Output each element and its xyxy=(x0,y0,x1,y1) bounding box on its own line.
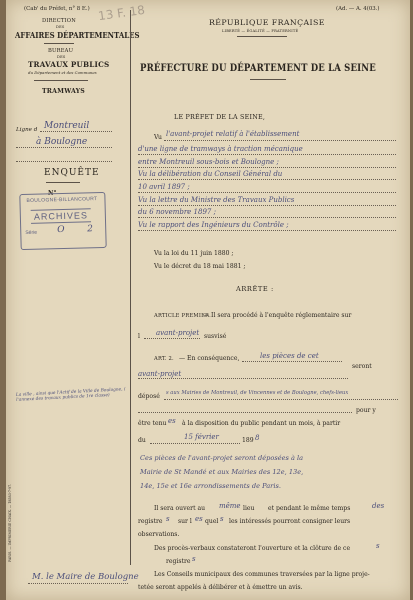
conseils-line-1: Les Conseils municipaux des communes traversées par la ligne proje- xyxy=(154,571,370,578)
stamp-line-2: ARCHIVES xyxy=(31,208,91,224)
depose-dotted-2 xyxy=(138,412,352,413)
ouvert-handwritten: même xyxy=(219,502,241,510)
registre-es: es xyxy=(195,515,203,523)
form-reference: (Ad. — A. 4(03.) xyxy=(336,6,380,12)
registre-label: registre xyxy=(138,518,163,525)
ouvert-suite: et pendant le même temps xyxy=(268,505,351,512)
article-1-dotted xyxy=(144,338,200,339)
observations: observations. xyxy=(138,531,180,538)
pv-registre: registre xyxy=(166,558,191,565)
vu-dotted-6 xyxy=(138,205,396,206)
article-2-dotted-2 xyxy=(138,378,348,379)
ouvert-handwritten-2: des xyxy=(372,502,385,510)
depose-dotted xyxy=(164,399,398,400)
ligne-handwritten-1: Montreuil xyxy=(44,121,90,131)
department-title: AFFAIRES DÉPARTEMENTALES xyxy=(15,30,140,40)
tramways-label: TRAMWAYS xyxy=(42,88,85,95)
article-2-handwritten-2: avant-projet xyxy=(138,370,182,378)
added-handwritten-line: 14e, 15e et 16e arrondissements de Paris. xyxy=(140,482,281,490)
etre-tenu-suite: à la disposition du public pendant un mois, à partir xyxy=(182,420,341,427)
vu-label: Vu xyxy=(154,134,162,141)
ligne-dotted-3 xyxy=(16,161,112,162)
ligne-handwritten-2: à Boulogne xyxy=(36,137,88,147)
loi-line: Vu la loi du 11 juin 1880 ; xyxy=(154,250,234,257)
conseils-line-2: tetée seront appelés à délibérer et à émettre un avis. xyxy=(138,584,303,591)
vu-dotted-5 xyxy=(138,192,396,193)
margin-handwritten-note: La ville , ainsi que l'Actif de la Ville de Boulogne, ( l'annexe des travaux publics de 1re classe) xyxy=(15,387,126,403)
article-1-l: l xyxy=(138,333,140,340)
article-1-text: — Il sera procédé à l'enquête réglementaire sur xyxy=(203,312,352,319)
document-page xyxy=(6,0,410,600)
prefecture-underline xyxy=(250,79,286,80)
prefet-heading: LE PRÉFET DE LA SEINE, xyxy=(174,113,266,121)
article-1-handwritten: avant-projet xyxy=(156,329,200,337)
article-2-handwritten-1: les pièces de cet xyxy=(260,352,319,360)
direction-sub: DES xyxy=(56,25,65,29)
direction-label: DIRECTION xyxy=(42,18,76,24)
vu-hw-line: Vu le rapport des Ingénieurs du Contrôle ; xyxy=(138,221,289,229)
etre-tenu-handwritten: es xyxy=(168,417,176,425)
vu-dotted-7 xyxy=(138,217,396,218)
archives-stamp xyxy=(19,192,106,250)
stamp-line-1: BOULOGNE-BILLANCOURT xyxy=(26,196,98,204)
enquete-underline xyxy=(46,182,80,183)
proces-verbaux: Des procès-verbaux constateront l'ouverture et la clôture de ce xyxy=(154,545,351,552)
pour-y: pour y xyxy=(356,407,376,414)
ligne-label: Ligne d xyxy=(16,127,38,133)
ouvert-lieu: lieu xyxy=(243,505,255,512)
ouvert-text: Il sera ouvert au xyxy=(154,505,206,512)
date-dotted xyxy=(150,443,240,444)
pv-s: s xyxy=(376,542,380,550)
column-separator xyxy=(130,10,131,565)
date-year: 189 xyxy=(242,437,254,444)
prefecture-title: PRÉFECTURE DU DÉPARTEMENT DE LA SEINE xyxy=(140,62,376,74)
vu-hw-line: l'avant-projet relatif à l'établissement xyxy=(166,130,300,138)
cab-reference: (Cab' du Préfet, n° 8 E.) xyxy=(24,6,90,12)
added-handwritten-line: Mairie de St Mandé et aux Mairies des 12e, 13e, xyxy=(140,468,304,476)
vu-dotted-3 xyxy=(138,167,396,168)
registre-sur: sur l xyxy=(178,518,192,525)
article-1-label: ARTICLE PREMIER. xyxy=(154,313,212,319)
stamp-serie-label: Série xyxy=(25,229,38,236)
ligne-dotted-2 xyxy=(16,147,112,148)
added-handwritten-line: Ces pièces de l'avant-projet seront déposées à la xyxy=(140,454,304,462)
decret-line: Vu le décret du 18 mai 1881 ; xyxy=(154,263,246,270)
travaux-title: TRAVAUX PUBLICS xyxy=(28,60,110,69)
du-label: du xyxy=(138,437,146,444)
motto: LIBERTÉ — ÉGALITÉ — FRATERNITÉ xyxy=(222,29,299,33)
article-2-label: ART. 2. xyxy=(154,356,174,362)
article-2-seront: seront xyxy=(352,363,372,370)
bureau-label: BUREAU xyxy=(48,48,74,54)
addressee-dotted xyxy=(28,583,128,584)
vu-hw-line: 10 avril 1897 ; xyxy=(138,183,190,191)
vu-dotted-2 xyxy=(138,154,396,155)
addressee-handwritten: M. le Maire de Boulogne xyxy=(32,572,139,582)
left-divider xyxy=(44,43,74,44)
stamp-number-value: 2 xyxy=(87,224,94,235)
article-2-dotted-1 xyxy=(242,361,342,362)
numero-label: N° xyxy=(48,190,57,197)
motto-underline xyxy=(237,36,287,37)
article-1-susvise: susvisé xyxy=(204,333,227,340)
travaux-subtitle: du Département et des Communes xyxy=(28,70,97,75)
depose-handwritten: s aux Mairies de Montreuil, de Vincennes et de Boulogne, chefs-lieux xyxy=(166,390,349,396)
registre-s: s xyxy=(166,515,170,523)
date-year-handwritten: 8 xyxy=(255,434,260,442)
vu-hw-line: Vu la lettre du Ministre des Travaux Publics xyxy=(138,196,295,204)
vu-hw-line: Vu la délibération du Conseil Général du xyxy=(138,170,283,178)
vu-dotted-4 xyxy=(138,179,396,180)
bureau-sub: DES xyxy=(57,55,66,59)
registre-suite: les intéressés pourront consigner leurs xyxy=(229,518,351,525)
pencil-archive-number: 13 F. 18 xyxy=(97,2,146,24)
date-handwritten: 15 février xyxy=(184,433,219,441)
vu-dotted-8 xyxy=(138,230,396,231)
depose-label: déposé xyxy=(138,393,160,400)
stamp-serie-value: O xyxy=(57,224,65,236)
registre-quel: quel xyxy=(205,518,219,525)
republic-title: RÉPUBLIQUE FRANÇAISE xyxy=(209,18,325,27)
article-2-text: — En conséquence, xyxy=(179,355,240,362)
arrete-heading: ARRÊTE : xyxy=(236,285,274,293)
vu-hw-line: d'une ligne de tramways à traction mécanique xyxy=(138,145,303,153)
pv-registre-s: s xyxy=(192,555,196,563)
printer-imprint: PARIS. — IMPRIMERIE CHAIX. — 18583-7-97. xyxy=(8,483,12,562)
etre-tenu: être tenu xyxy=(138,420,167,427)
vu-hw-line: entre Montreuil sous-bois et Boulogne ; xyxy=(138,158,279,166)
ligne-dotted-1 xyxy=(40,131,112,132)
registre-s2: s xyxy=(220,515,224,523)
vu-hw-line: du 6 novembre 1897 ; xyxy=(138,208,216,216)
left-divider-2 xyxy=(34,80,88,81)
enquete-title: ENQUÊTE xyxy=(44,168,100,178)
vu-dotted-1 xyxy=(164,140,396,141)
